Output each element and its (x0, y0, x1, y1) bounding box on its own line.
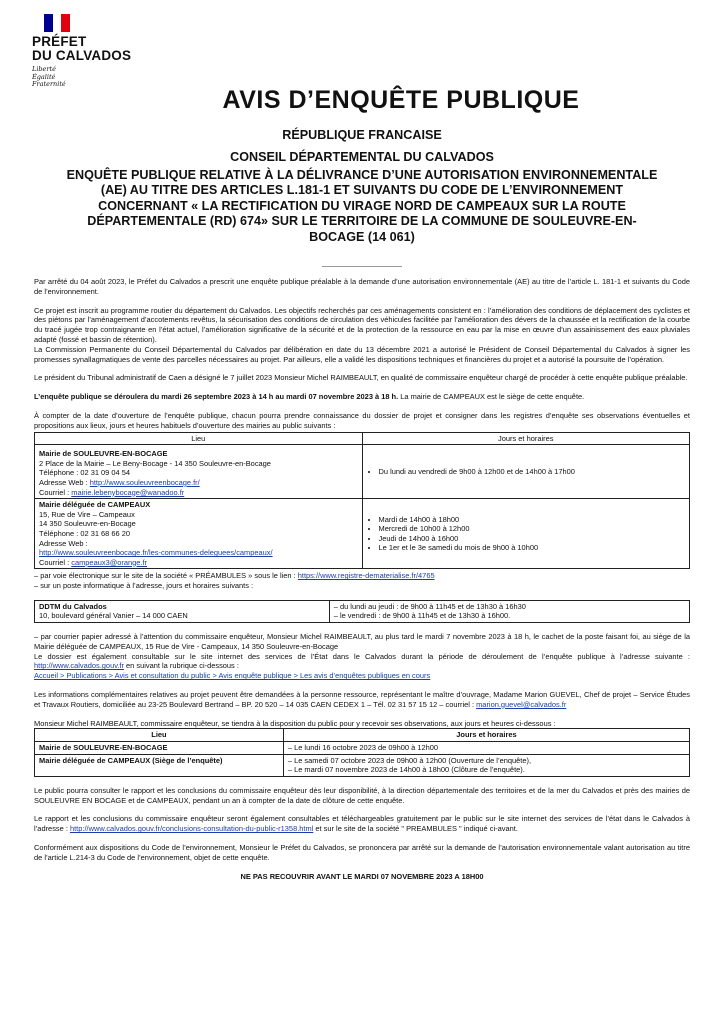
mairie-address: 15, Rue de Vire – Campeaux (39, 509, 135, 519)
paragraph-conclusions (34, 814, 690, 834)
hours-item: – Le samedi 07 octobre 2023 de 09h00 à 12h00 (Ouverture de l’enquête), (287, 755, 532, 765)
ddtm-name: DDTM du Calvados (39, 601, 107, 611)
page-title (0, 86, 724, 115)
tricolor-flag-icon (44, 14, 70, 32)
paragraph-dates (34, 392, 690, 402)
col-header-lieu: Lieu (35, 729, 284, 742)
calvados-gouv-link[interactable]: http://www.calvados.gouv.fr (34, 661, 124, 671)
cell-lieu (35, 600, 330, 622)
table-row (35, 600, 690, 622)
mairies-table (34, 432, 690, 570)
mail-label: Courriel : (39, 487, 72, 497)
notice-body (34, 277, 690, 881)
motto-fraternite: Fraternité (32, 80, 66, 88)
elec-text: – par voie électronique sur le site de la société « PRÉAMBULES » sous le lien : (34, 571, 298, 581)
paragraph-courrier: – par courrier papier adressé à l’attention du commissaire enquêteur, Monsieur Michel RAIMBEAULT, au plus tard le mardi 7 novembre 2023 à 18 h, le cachet de la poste faisant foi, au siège de la Mairie déléguée de CAMPEAUX, 15 Rue de Vire - Campeaux, 14 350 Souleuvre-en-Bocage (34, 632, 690, 651)
permanences-table (34, 728, 690, 776)
logo-line1: PRÉFET (32, 34, 87, 49)
page-title-text: AVIS D’ENQUÊTE PUBLIQUE (222, 86, 580, 114)
mail-label: Courriel : (39, 557, 72, 567)
table-row (35, 754, 690, 776)
registre-link[interactable]: https://www.registre-dematerialise.fr/4765 (297, 571, 435, 581)
hours-item: • Mercredi de 10h00 à 12h00 (379, 524, 686, 534)
prefet-logo (32, 14, 162, 89)
paragraph-site-etat (34, 652, 690, 672)
table-row (35, 445, 690, 499)
cell-lieu (35, 499, 363, 569)
mairie-web-link[interactable]: http://www.souleuvreenbocage.fr/les-communes-deleguees/campeaux/ (39, 548, 273, 558)
dates-bold: L’enquête publique se déroulera du mardi 26 septembre 2023 à 14 h au mardi 07 novembre 2023 à 18 h. (34, 392, 399, 402)
web-label: Adresse Web : (39, 477, 90, 487)
table-row (35, 742, 690, 755)
dates-rest: La mairie de CAMPEAUX est le siège de cette enquête. (398, 392, 585, 402)
web-label: Adresse Web : (39, 538, 88, 548)
cell-hours: – Le lundi 16 octobre 2023 de 09h00 à 12h00 (283, 742, 689, 755)
cell-lieu (35, 754, 284, 776)
paragraph-rapport: Le public pourra consulter le rapport et les conclusions du commissaire enquêteur dès leur disponibilité, à la direction départementale des territoires et de la mer du Calvados et près des mairies de SOULEUVRE EN BOCAGE et de CAMPEAUX, pendant un an à compter de la date de clôture de cette enquête. (34, 785, 690, 805)
mairie-phone: Téléphone : 02 31 68 66 20 (39, 528, 130, 538)
flag-white (53, 14, 62, 32)
ddtm-address: 10, boulevard général Vanier – 14 000 CAEN (39, 611, 188, 621)
mairie-name: Mairie déléguée de CAMPEAUX (39, 500, 151, 510)
mairie-email-link[interactable]: mairie.lebenybocage@wanadoo.fr (71, 487, 185, 497)
paragraph-arrete: Par arrêté du 04 août 2023, le Préfet du Calvados a prescrit une enquête publique préalable à la demande d’une autorisation environnementale (AE) au titre de l’article L. 181-1 et suivants du Code de l’environnement. (34, 277, 690, 296)
cell-hours (329, 600, 689, 622)
rubrique-path-link[interactable]: Accueil > Publications > Avis et consultation du public > Avis enquête publique > Les avis d’enquêtes publiques en cours (34, 671, 431, 681)
cell-hours (362, 445, 690, 499)
paragraph-commissaire: Le président du Tribunal administratif de Caen a désigné le 7 juillet 2023 Monsieur Michel RAIMBEAULT, en qualité de commissaire enquêteur chargé de procéder à cette enquête publique préalable. (34, 373, 688, 383)
guevel-email-link[interactable]: marion.guevel@calvados.fr (476, 699, 567, 709)
hours-item: • Le 1er et le 3e samedi du mois de 9h00 à 10h00 (379, 543, 686, 553)
permanence-lieu: Mairie de SOULEUVRE-EN-BOCAGE (39, 743, 168, 753)
paragraph-permanences: Monsieur Michel RAIMBEAULT, commissaire enquêteur, se tiendra à la disposition du public pour y recevoir ses observations, aux jours et heures ci-dessous : (34, 718, 556, 728)
divider (322, 266, 402, 267)
cell-hours (283, 754, 689, 776)
informations-text: Les informations complémentaires relatives au projet peuvent être demandées à la personne ressource, représentant le maître d’ouvrage, Madame Marion GUEVEL, Chef de projet – Service Études et Travaux Routiers, domiciliée au 23-25 Boulevard Bertrand – BP. 20 520 – 14 035 CAEN CEDEX 1 – Tél. 02 31 57 15 12 – courriel : (34, 690, 690, 709)
hours-item: • Jeudi de 14h00 à 16h00 (379, 534, 686, 544)
conclusions-link[interactable]: http://www.calvados.gouv.fr/conclusions-consultation-du-public-r1358.html (69, 824, 314, 834)
heading-objet: ENQUÊTE PUBLIQUE RELATIVE À LA DÉLIVRANCE D’UNE AUTORISATION ENVIRONNEMENTALE (AE) AU TITRE DES ARTICLES L.181-1 ET SUIVANTS DU CODE DE L’ENVIRONNEMENT CONCERNANT « LA RECTIFICATION DU VIRAGE NORD DE CAMPEAUX SUR LA ROUTE DÉPARTEMENTALE (RD) 674» SUR LE TERRITOIRE DE LA COMMUNE DE SOULEUVRE-EN-BOCAGE (14 061) (66, 168, 658, 244)
motto-egalite: Égalité (32, 72, 56, 81)
col-header-jours: Jours et horaires (283, 729, 689, 742)
site-etat-text2: en suivant la rubrique ci-dessous : (123, 661, 239, 671)
mairie-name: Mairie de SOULEUVRE-EN-BOCAGE (39, 449, 168, 459)
mairie-email-link[interactable]: campeaux3@orange.fr (71, 557, 148, 567)
flag-blue (44, 14, 53, 32)
cell-hours (362, 499, 690, 569)
site-etat-text: Le dossier est également consultable sur le site internet des services de l’État dans le Calvados durant la période de déroulement de l’enquête publique à l’adresse suivante : (34, 651, 690, 661)
mairie-phone: Téléphone : 02 31 09 04 54 (39, 468, 130, 478)
paragraph-informations (34, 690, 690, 710)
motto-liberte: Liberté (32, 65, 56, 73)
footer-notice: NE PAS RECOUVRIR AVANT LE MARDI 07 NOVEMBRE 2023 A 18H00 (240, 871, 484, 881)
paragraph-electronique (34, 571, 690, 581)
conclusions-text2: et sur le site de la société " PREAMBULES " indiqué ci-avant. (313, 824, 518, 834)
hours-item: • Du lundi au vendredi de 9h00 à 12h00 et de 14h00 à 17h00 (379, 467, 686, 477)
hours-item: • Mardi de 14h00 à 18h00 (379, 515, 686, 525)
flag-red (61, 14, 70, 32)
cell-lieu (35, 445, 363, 499)
hours-item: – le vendredi : de 9h00 à 11h45 et de 13h30 à 16h00. (333, 611, 511, 621)
ddtm-table (34, 600, 690, 623)
logo-line2: DU CALVADOS (32, 48, 132, 63)
cell-lieu (35, 742, 284, 755)
table-row (35, 499, 690, 569)
mairie-address: 2 Place de la Mairie – Le Beny-Bocage - 14 350 Souleuvre-en-Bocage (39, 458, 271, 468)
paragraph-consultation: À compter de la date d’ouverture de l’enquête publique, chacun pourra prendre connaissance du dossier de projet et consigner dans les registres d’enquête ses observations éventuelles et propositions aux lieux, jours et heures habituels d’ouverture des mairies au public suivants : (34, 410, 690, 430)
paragraph-commission: La Commission Permanente du Conseil Départemental du Calvados par délibération en date du 13 décembre 2021 a autorisé le Président de Conseil Départemental du Calvados à signer les promesses synallagmatiques de vente des parcelles nécessaires au projet. Par ailleurs, elle a validé les dispositions techniques et financières du projet et a autorisé la poursuite de l’opération. (34, 344, 690, 364)
conclusions-text: Le rapport et les conclusions du commissaire enquêteur seront également consultables et téléchargeables gratuitement par le public sur le site internet des services de l’état dans le Calvados à l’adresse : (34, 814, 690, 834)
hours-item: – Le mardi 07 novembre 2023 de 14h00 à 18h00 (Clôture de l’enquête). (287, 765, 525, 775)
col-header-lieu: Lieu (35, 432, 363, 445)
mairie-web-link[interactable]: http://www.souleuvreenbocage.fr/ (89, 477, 200, 487)
permanence-lieu: Mairie déléguée de CAMPEAUX (Siège de l’enquête) (39, 755, 223, 765)
mairie-address: 14 350 Souleuvre-en-Bocage (39, 519, 136, 529)
paragraph-objectifs: Ce projet est inscrit au programme routier du département du Calvados. Les objectifs recherchés par ces aménagements consistent en : l’amélioration des conditions de déplacement des cyclistes et des piétons par l’aménagement d’accotements revêtus, la sécurisation des conditions de circulation des véhicules facilitée par l’amélioration des dévers de la chaussée et la rectification de la courbe du tracé jugée trop contraignante en l’état actuel, l’amélioration significative de la sécurité et de la protection de la ressource en eau par la mise en œuvre d’un assainissement des eaux pluviales adapté (fossé et bassin de rétention). (34, 305, 690, 344)
col-header-jours: Jours et horaires (362, 432, 690, 445)
hours-item: – du lundi au jeudi : de 9h00 à 11h45 et de 13h30 à 16h30 (333, 601, 526, 611)
paragraph-poste: – sur un poste informatique à l’adresse, jours et horaires suivants : (34, 581, 254, 591)
heading-republique: RÉPUBLIQUE FRANCAISE (282, 128, 442, 142)
heading-conseil: CONSEIL DÉPARTEMENTAL DU CALVADOS (230, 150, 494, 164)
paragraph-rubrique (34, 671, 690, 681)
paragraph-conformement: Conformément aux dispositions du Code de l’environnement, Monsieur le Préfet du Calvados, se prononcera par arrêté sur la demande de l’autorisation environnementale valant autorisation au titre de l’article L.214-3 du Code de l’environnement, objet de cette enquête. (34, 843, 690, 862)
